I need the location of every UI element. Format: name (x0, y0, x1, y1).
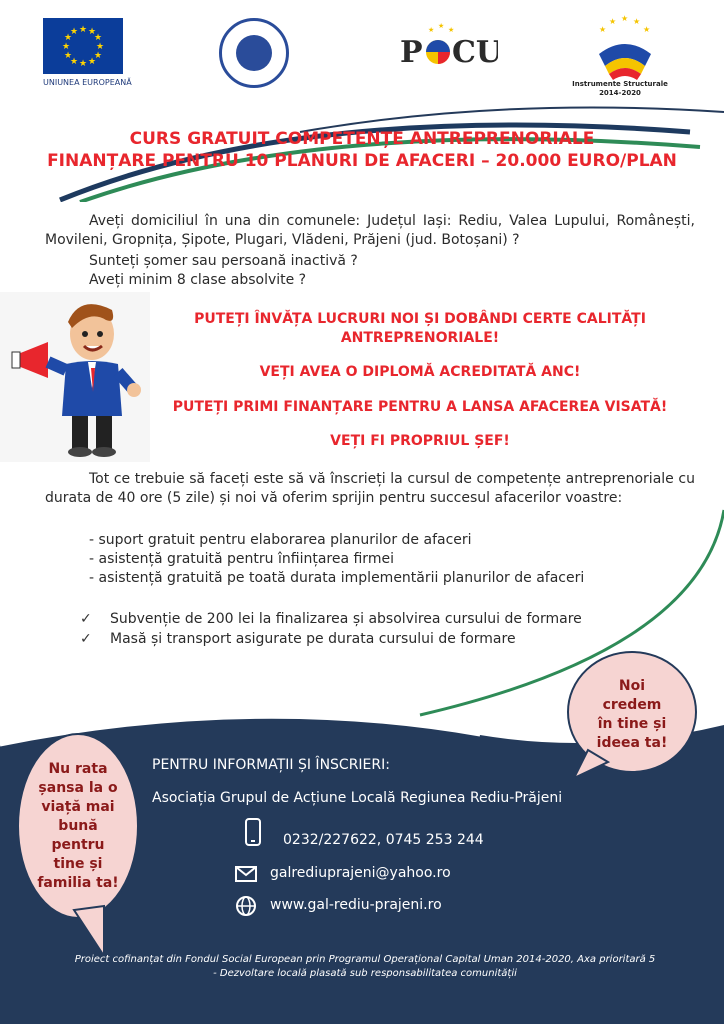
eu-stars-icon (43, 18, 123, 74)
highlight-2: VEȚI AVEA O DIPLOMĂ ACREDITATĂ ANC! (259, 364, 581, 380)
intro-question-1: Aveți domiciliul în una din comunele: Județul Iași: Rediu, Valea Lupului, Românești, Movileni, Gropnița, Șipote, Plugari, Vlădeni, Prăjeni (jud. Botoșani) ? (45, 213, 695, 248)
left-bubble-line: familia ta! (37, 875, 119, 891)
check-text: Masă și transport asigurate pe durata cursului de formare (110, 631, 516, 647)
check-text: Subvenție de 200 lei la finalizarea și absolvirea cursului de formare (110, 611, 582, 627)
svg-text:★: ★ (63, 33, 73, 43)
left-bubble-line: Nu rata (48, 761, 108, 777)
svg-text:★: ★ (599, 25, 607, 34)
left-bubble-line: tine și (53, 856, 103, 872)
bullet-item: - asistență gratuită pe toată durata implementării planurilor de afaceri (89, 570, 585, 586)
highlight-1-line2: ANTREPRENORIALE! (340, 330, 500, 346)
svg-text:★: ★ (633, 17, 641, 26)
right-bubble-line: credem (602, 697, 662, 713)
structural-instruments-logo (585, 14, 665, 84)
right-bubble-line: ideea ta! (596, 735, 668, 751)
phone-icon (244, 818, 262, 846)
svg-text:★: ★ (61, 42, 71, 52)
left-bubble-text (18, 760, 138, 893)
right-bubble-text (572, 677, 692, 753)
title-line1: CURS GRATUIT COMPETENȚE ANTREPRENORIALE (129, 129, 595, 149)
contact-heading: PENTRU INFORMAȚII ȘI ÎNSCRIERI: (152, 757, 390, 773)
check-row (80, 630, 516, 649)
svg-text:★: ★ (87, 27, 97, 37)
left-bubble-line: pentru (51, 837, 105, 853)
bullet-item: - suport gratuit pentru elaborarea planurilor de afaceri (89, 532, 472, 548)
svg-text:★: ★ (438, 22, 445, 30)
page-title (0, 128, 724, 172)
contact-organization: Asociația Grupul de Acțiune Locală Regiunea Rediu-Prăjeni (152, 790, 563, 806)
email-icon (235, 866, 257, 882)
eu-flag-logo (43, 18, 123, 74)
contact-website[interactable]: www.gal-rediu-prajeni.ro (270, 897, 442, 913)
svg-text:★: ★ (428, 26, 435, 34)
highlight-1-line1: PUTEȚI ÎNVĂȚA LUCRURI NOI ȘI DOBÂNDI CERTE CALITĂȚI (194, 311, 646, 327)
svg-text:★: ★ (93, 33, 103, 43)
bullet-item: - asistență gratuită pentru înființarea firmei (89, 551, 394, 567)
right-bubble-line: în tine și (597, 716, 667, 732)
svg-text:★: ★ (448, 26, 455, 34)
pocu-logo (398, 20, 498, 80)
left-bubble-line: viață mai (41, 799, 115, 815)
is-caption-line2: 2014-2020 (599, 89, 641, 97)
government-seal-logo (219, 18, 289, 88)
highlight-3: PUTEȚI PRIMI FINANȚARE PENTRU A LANSA AFACEREA VISATĂ! (172, 399, 668, 415)
svg-text:★: ★ (69, 57, 79, 67)
svg-text:★: ★ (95, 42, 105, 52)
body-paragraph: Tot ce trebuie să faceți este să vă înscrieți la cursul de competențe antreprenoriale cu durata de 40 ore (5 zile) și noi vă oferim sprijin pentru succesul afacerilor voastre: (45, 471, 695, 506)
svg-text:★: ★ (643, 25, 651, 34)
svg-text:★: ★ (87, 57, 97, 67)
title-line2: FINANȚARE PENTRU 10 PLANURI DE AFACERI – 20.000 EURO/PLAN (47, 151, 677, 171)
cartoon-man-megaphone-illustration (0, 292, 150, 462)
right-bubble-line: Noi (618, 678, 646, 694)
footer-line1: Proiect cofinanțat din Fondul Social European prin Programul Operațional Capital Uman 2014-2020, Axa prioritară 5 (74, 954, 656, 965)
left-bubble-line: șansa la o (38, 780, 118, 796)
svg-text:★: ★ (609, 17, 617, 26)
footer-note (40, 953, 690, 981)
check-row (80, 610, 582, 629)
left-bubble-line: bună (58, 818, 98, 834)
is-caption-line1: Instrumente Structurale (572, 80, 668, 88)
intro-question-3: Aveți minim 8 clase absolvite ? (89, 272, 307, 288)
footer-line2: - Dezvoltare locală plasată sub responsabilitatea comunității (213, 968, 517, 979)
globe-icon (235, 895, 257, 917)
svg-text:★: ★ (63, 51, 73, 61)
checkmark-icon: ✓ (80, 631, 92, 647)
svg-text:★: ★ (621, 14, 629, 23)
checkmark-icon: ✓ (80, 611, 92, 627)
eu-caption: UNIUNEA EUROPEANĂ (43, 78, 132, 87)
svg-text:★: ★ (78, 59, 88, 69)
svg-text:★: ★ (69, 27, 79, 37)
highlight-4: VEȚI FI PROPRIUL ȘEF! (330, 433, 510, 449)
contact-phone: 0232/227622, 0745 253 244 (283, 832, 484, 848)
svg-text:★: ★ (78, 25, 88, 35)
svg-text:P: P (400, 35, 423, 70)
eagle-icon (236, 35, 272, 71)
contact-email[interactable]: galrediuprajeni@yahoo.ro (270, 865, 451, 881)
intro-question-2: Sunteți șomer sau persoană inactivă ? (89, 253, 358, 269)
svg-text:CU: CU (452, 35, 498, 70)
svg-text:★: ★ (93, 51, 103, 61)
